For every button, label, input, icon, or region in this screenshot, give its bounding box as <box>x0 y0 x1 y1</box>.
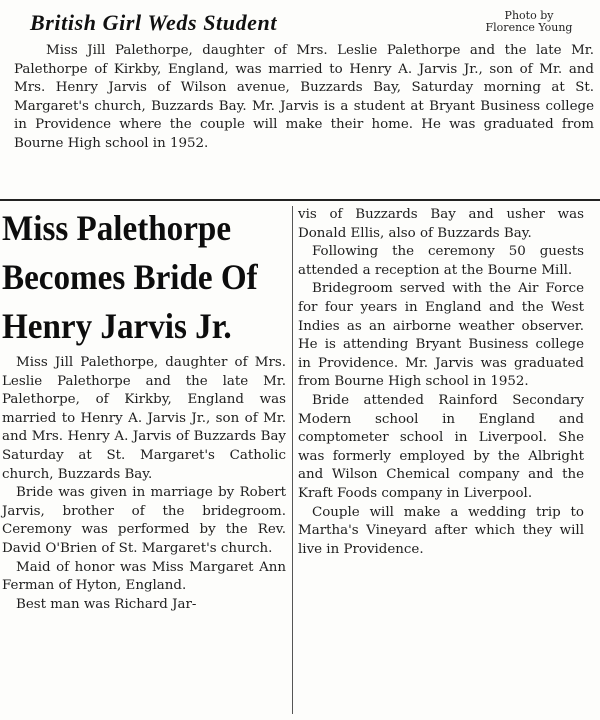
article-paragraph: Following the ceremony 50 guests attended a reception at the Bourne Mill. <box>298 244 584 278</box>
photo-caption-header <box>30 8 590 42</box>
article-paragraph: Miss Jill Palethorpe, daughter of Mrs. Leslie Palethorpe and the late Mr. Palethorpe, of Kirkby, England was married to Henry A. Jarvis Jr., son of Mr. and Mrs. Henry A. Jarvis of Buzzards Bay Saturday at St. Margaret's Catholic church, Buzzards Bay. <box>2 355 286 482</box>
headline-line-1: Miss Palethorpe <box>2 208 232 248</box>
photo-caption-title: British Girl Weds Student <box>30 10 278 35</box>
article-paragraph: Bride was given in marriage by Robert Jarvis, brother of the bridegroom. Ceremony was performed by the Rev. David O'Brien of St. Margaret's church. <box>2 485 286 556</box>
article-paragraph-continued: vis of Buzzards Bay and usher was Donald Ellis, also of Buzzards Bay. <box>298 207 584 241</box>
section-divider <box>0 199 600 201</box>
photo-credit <box>474 10 584 34</box>
photo-caption-text: Miss Jill Palethorpe, daughter of Mrs. Leslie Palethorpe and the late Mr. Palethorpe of Kirkby, England, was married to Henry A. Jarvis Jr., son of Mr. and Mrs. Henry Jarvis of Wilson avenue, Buzzards Bay, Saturday morning at St. Margaret's church, Buzzards Bay. Mr. Jarvis is a student at Bryant Business college in Providence where the couple will make their home. He was graduated from Bourne High school in 1952. <box>14 43 594 151</box>
article-paragraph: Couple will make a wedding trip to Martha's Vineyard after which they will live in Providence. <box>298 504 584 557</box>
article-headline <box>2 204 292 351</box>
article-paragraph: Best man was Richard Jar- <box>16 596 197 612</box>
article-paragraph: Bridegroom served with the Air Force for four years in England and the West Indies as an airborne weather observer. He is attending Bryant Business college in Providence. Mr. Jarvis was graduated from Bourne High school in 1952. <box>298 281 584 390</box>
photo-credit-line-1: Photo by <box>504 9 554 22</box>
article-paragraph: Maid of honor was Miss Margaret Ann Ferman of Hyton, England. <box>2 559 286 594</box>
article-column-right <box>298 206 584 559</box>
column-divider <box>292 206 293 714</box>
headline-line-2: Becomes Bride Of <box>2 257 258 297</box>
photo-credit-line-2: Florence Young <box>485 21 573 34</box>
article-column-left <box>2 354 286 614</box>
article-paragraph: Bride attended Rainford Secondary Modern school in England and comptometer school in Liverpool. She was formerly employed by the Albright and Wilson Chemical company and the Kraft Foods company in Liverpool. <box>298 392 584 501</box>
headline-line-3: Henry Jarvis Jr. <box>2 306 232 346</box>
